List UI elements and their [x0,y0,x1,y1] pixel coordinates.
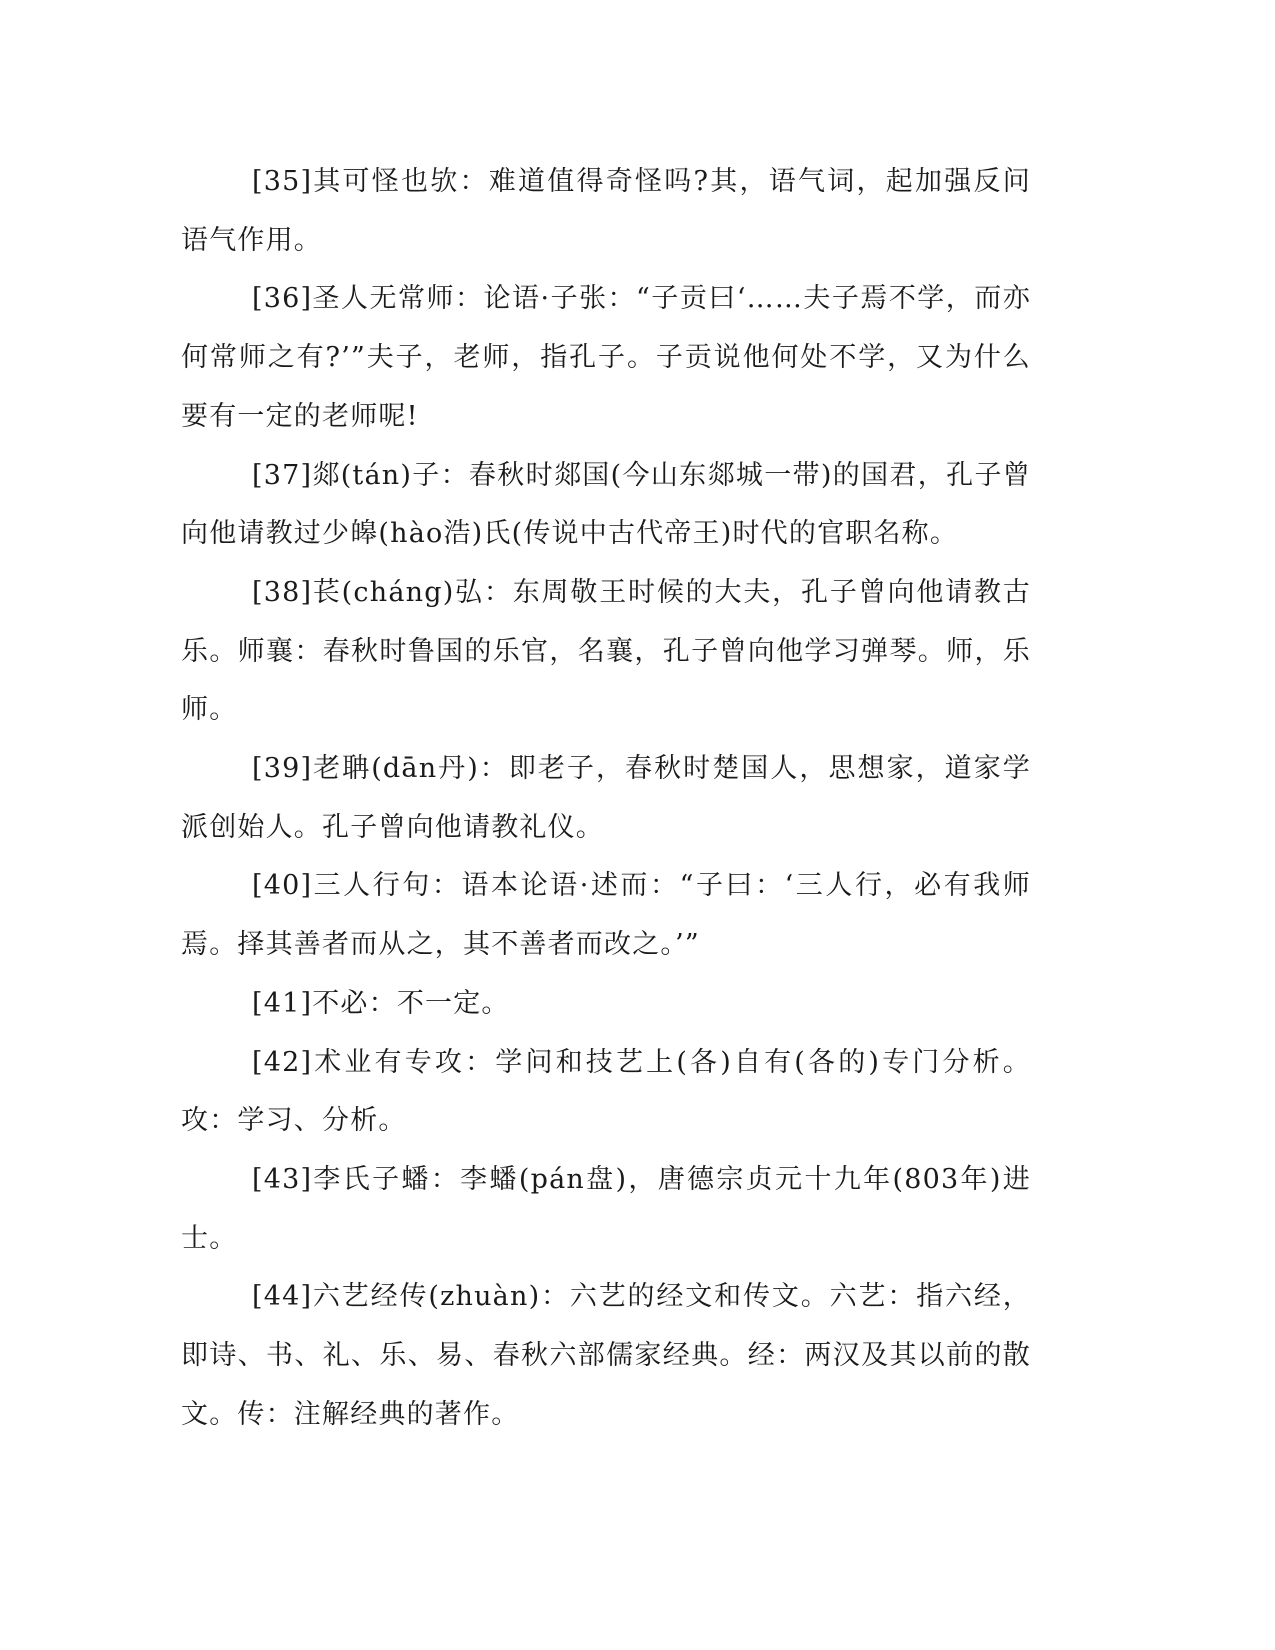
footnote-41: [41]不必：不一定。 [252,987,510,1019]
footnote-40: [40]三人行句：语本论语·述而：“子曰：‘三人行，必有我师焉。择其善者而从之，其不善者而改之。’” [181,870,1031,961]
footnote-37: [37]郯(tán)子：春秋时郯国(今山东郯城一带)的国君，孔子曾向他请教过少皞(hào浩)氏(传说中古代帝王)时代的官职名称。 [181,459,1031,550]
document-page [181,153,1031,1444]
footnote-38: [38]苌(cháng)弘：东周敬王时候的大夫，孔子曾向他请教古乐。师襄：春秋时鲁国的乐官，名襄，孔子曾向他学习弹琴。师，乐师。 [181,576,1031,726]
footnote-39: [39]老聃(dān丹)：即老子，春秋时楚国人，思想家，道家学派创始人。孔子曾向他请教礼仪。 [181,753,1031,843]
footnote-42: [42]术业有专攻：学问和技艺上(各)自有(各的)专门分析。攻：学习、分析。 [181,1046,1031,1137]
footnote-36: [36]圣人无常师：论语·子张：“子贡曰‘……夫子焉不学，而亦何常师之有?’”夫子，老师，指孔子。子贡说他何处不学，又为什么要有一定的老师呢! [181,283,1031,432]
footnote-44: [44]六艺经传(zhuàn)：六艺的经文和传文。六艺：指六经，即诗、书、礼、乐、易、春秋六部儒家经典。经：两汉及其以前的散文。传：注解经典的著作。 [181,1281,1031,1430]
footnote-35: [35]其可怪也欤：难道值得奇怪吗?其，语气词，起加强反问语气作用。 [181,166,1031,256]
footnote-43: [43]李氏子蟠：李蟠(pán盘)，唐德宗贞元十九年(803年)进士。 [181,1163,1031,1254]
